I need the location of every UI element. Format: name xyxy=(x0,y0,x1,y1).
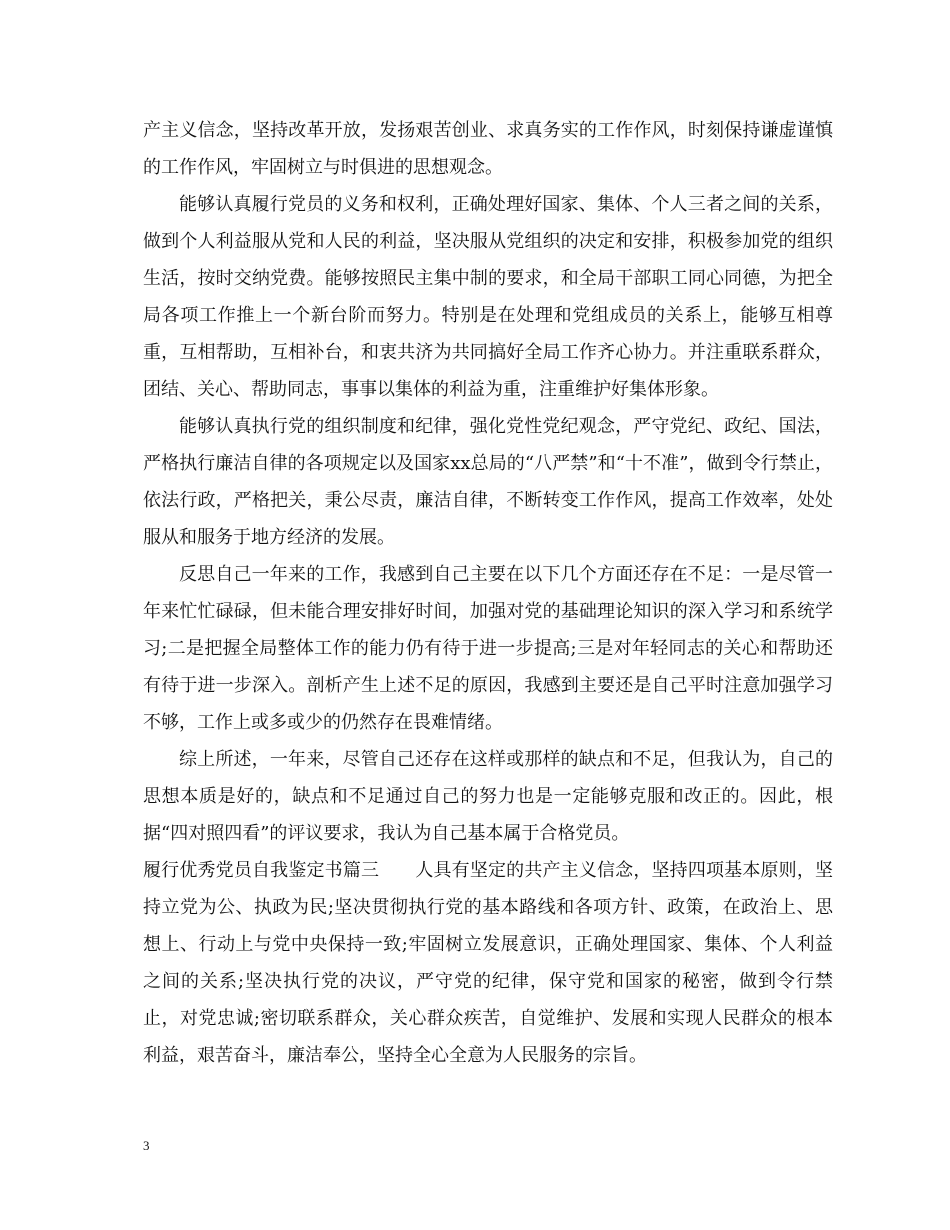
paragraph-discipline: 能够认真执行党的组织制度和纪律，强化党性党纪观念，严守党纪、政纪、国法，严格执行廉洁自律的各项规定以及国家xx总局的“八严禁”和“十不准”，做到令行禁止，依法行政，严格把关，秉公尽责，廉洁自律，不断转变工作作风，提高工作效率，处处服从和服务于地方经济的发展。 xyxy=(143,416,833,548)
document-body xyxy=(143,112,833,1074)
section-title: 履行优秀党员自我鉴定书篇三 xyxy=(143,860,380,881)
section-body: 人具有坚定的共产主义信念，坚持四项基本原则，坚持立党为公、执政为民;坚决贯彻执行党的基本路线和各项方针、政策，在政治上、思想上、行动上与党中央保持一致;牢固树立发展意识，正确处理国家、集体、个人利益之间的关系;坚决执行党的决议，严守党的纪律，保守党和国家的秘密，做到令行禁止，对党忠诚;密切联系群众，关心群众疾苦，自觉维护、发展和实现人民群众的根本利益，艰苦奋斗，廉洁奉公，坚持全心全意为人民服务的宗旨。 xyxy=(143,860,834,1066)
paragraph-reflection: 反思自己一年来的工作，我感到自己主要在以下几个方面还存在不足：一是尽管一年来忙忙碌碌，但未能合理安排好时间，加强对党的基础理论知识的深入学习和系统学习;二是把握全局整体工作的能力仍有待于进一步提高;三是对年轻同志的关心和帮助还有待于进一步深入。剖析产生上述不足的原因，我感到主要还是自己平时注意加强学习不够，工作上或多或少的仍然存在畏难情绪。 xyxy=(143,564,833,733)
paragraph-continuation: 产主义信念，坚持改革开放，发扬艰苦创业、求真务实的工作作风，时刻保持谦虚谨慎的工作作风，牢固树立与时俱进的思想观念。 xyxy=(143,120,833,178)
page-number: 3 xyxy=(143,1138,150,1153)
paragraph-summary: 综上所述，一年来，尽管自己还存在这样或那样的缺点和不足，但我认为，自己的思想本质是好的，缺点和不足通过自己的努力也是一定能够克服和改正的。因此，根据“四对照四看”的评议要求，我认为自己基本属于合格党员。 xyxy=(143,749,833,844)
paragraph-duties-and-rights: 能够认真履行党员的义务和权利，正确处理好国家、集体、个人三者之间的关系，做到个人利益服从党和人民的利益，坚决服从党组织的决定和安排，积极参加党的组织生活，按时交纳党费。能够按照民主集中制的要求，和全局干部职工同心同德，为把全局各项工作推上一个新台阶而努力。特别是在处理和党组成员的关系上，能够互相尊重，互相帮助，互相补台，和衷共济为共同搞好全局工作齐心协力。并注重联系群众，团结、关心、帮助同志，事事以集体的利益为重，注重维护好集体形象。 xyxy=(143,194,833,400)
section-three xyxy=(143,852,833,1074)
